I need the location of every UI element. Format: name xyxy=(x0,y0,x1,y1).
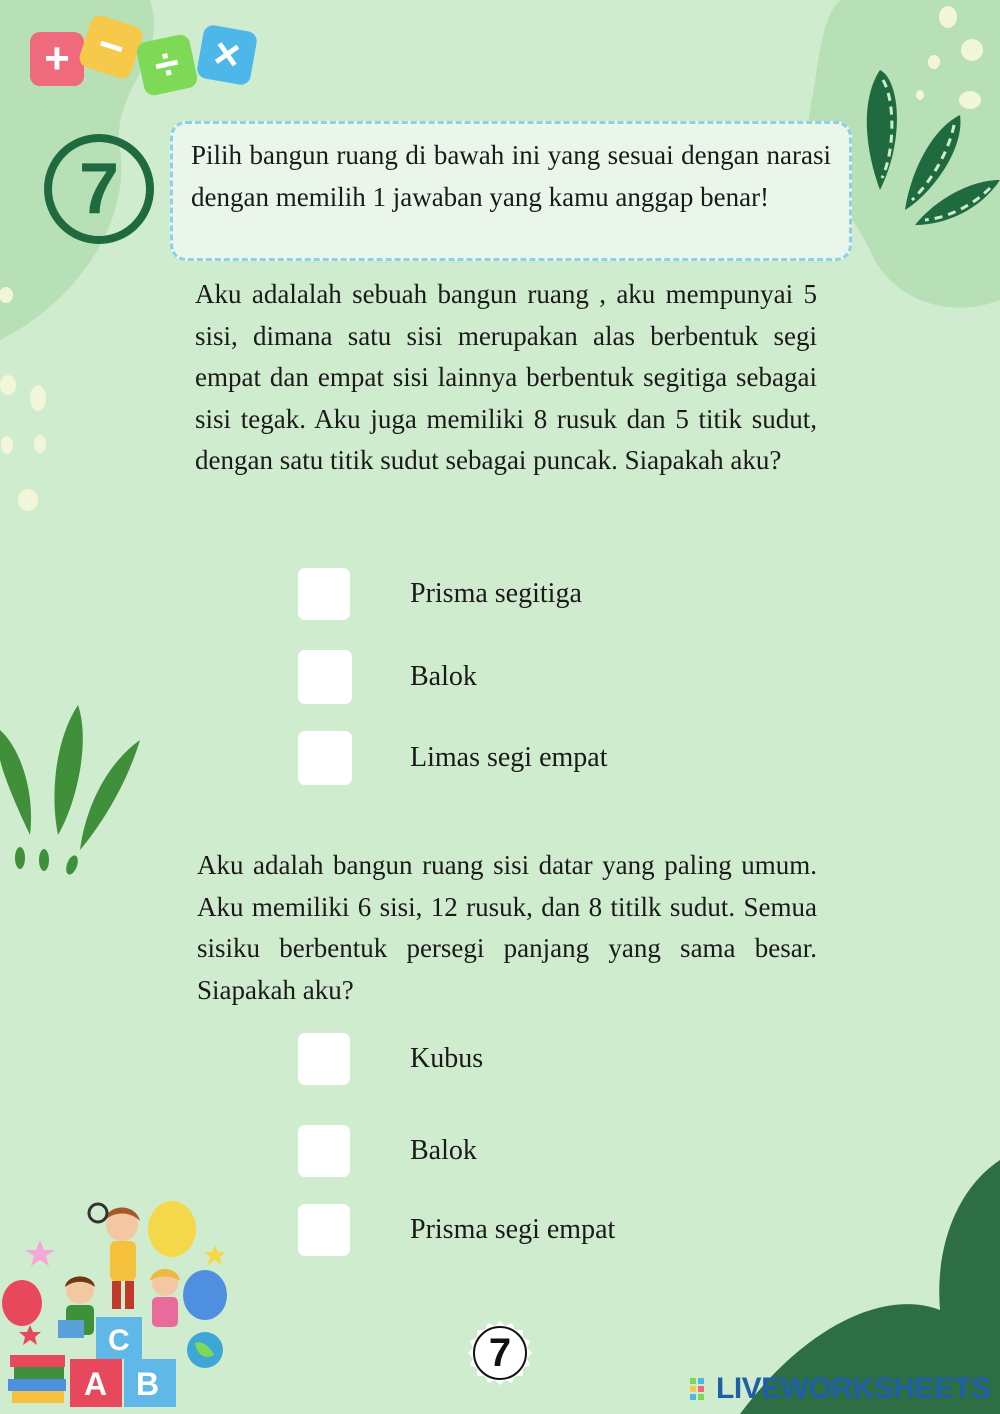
question-2-text: Aku adalah bangun ruang sisi datar yang paling umum. Aku memiliki 6 sisi, 12 rusuk, dan 8 titilk sudut. Semua sisiku berbentuk persegi panjang yang sama besar. Siapakah aku? xyxy=(197,850,817,1005)
question-2-option-1[interactable] xyxy=(298,1032,718,1086)
question-1-text: Aku adalalah sebuah bangun ruang , aku mempunyai 5 sisi, dimana satu sisi merupakan alas berbentuk segi empat dan empat sisi lainnya berbentuk segitiga sebagai sisi tegak. Aku juga memiliki 8 rusuk dan 5 titik sudut, dengan satu titik sudut sebagai puncak. Siapakah aku? xyxy=(195,279,817,475)
kids-illustration xyxy=(0,1195,235,1414)
block-letter-b: B xyxy=(136,1366,160,1402)
option-label: Limas segi empat xyxy=(410,742,608,773)
top-right-leaves-icon xyxy=(850,60,1000,230)
question-2-option-2[interactable] xyxy=(298,1124,718,1178)
minus-icon: − xyxy=(77,13,145,81)
brand-watermark[interactable] xyxy=(690,1372,991,1406)
brand-name: LIVEWORKSHEETS xyxy=(716,1372,991,1405)
liveworksheets-logo-icon xyxy=(690,1378,712,1400)
checkbox[interactable] xyxy=(298,1033,350,1085)
block-letter-a: A xyxy=(84,1366,108,1402)
option-label: Prisma segitiga xyxy=(410,578,582,609)
block-letter-c: C xyxy=(108,1324,130,1357)
question-1-option-3[interactable] xyxy=(298,731,718,785)
option-label: Balok xyxy=(410,1135,477,1166)
divide-icon: ÷ xyxy=(135,33,199,97)
plus-icon: + xyxy=(30,32,84,86)
left-leaves-icon xyxy=(0,700,150,880)
left-dots xyxy=(0,280,60,520)
question-1-option-1[interactable] xyxy=(298,567,718,621)
page-number: 7 xyxy=(488,1330,512,1375)
option-label: Prisma segi empat xyxy=(410,1214,616,1245)
instruction-box: Pilih bangun ruang di bawah ini yang sesuai dengan narasi dengan memilih 1 jawaban yang kamu anggap benar! xyxy=(170,121,852,261)
question-1-option-2[interactable] xyxy=(298,650,718,704)
option-label: Kubus xyxy=(410,1043,484,1074)
option-label: Balok xyxy=(410,661,477,692)
question-number-badge: 7 xyxy=(44,134,154,244)
checkbox[interactable] xyxy=(298,568,350,620)
checkbox[interactable] xyxy=(298,650,352,704)
question-2-option-3[interactable] xyxy=(298,1203,718,1257)
checkbox[interactable] xyxy=(298,1204,350,1256)
checkbox[interactable] xyxy=(298,731,352,785)
checkbox[interactable] xyxy=(298,1125,350,1177)
multiply-icon: × xyxy=(196,24,259,87)
